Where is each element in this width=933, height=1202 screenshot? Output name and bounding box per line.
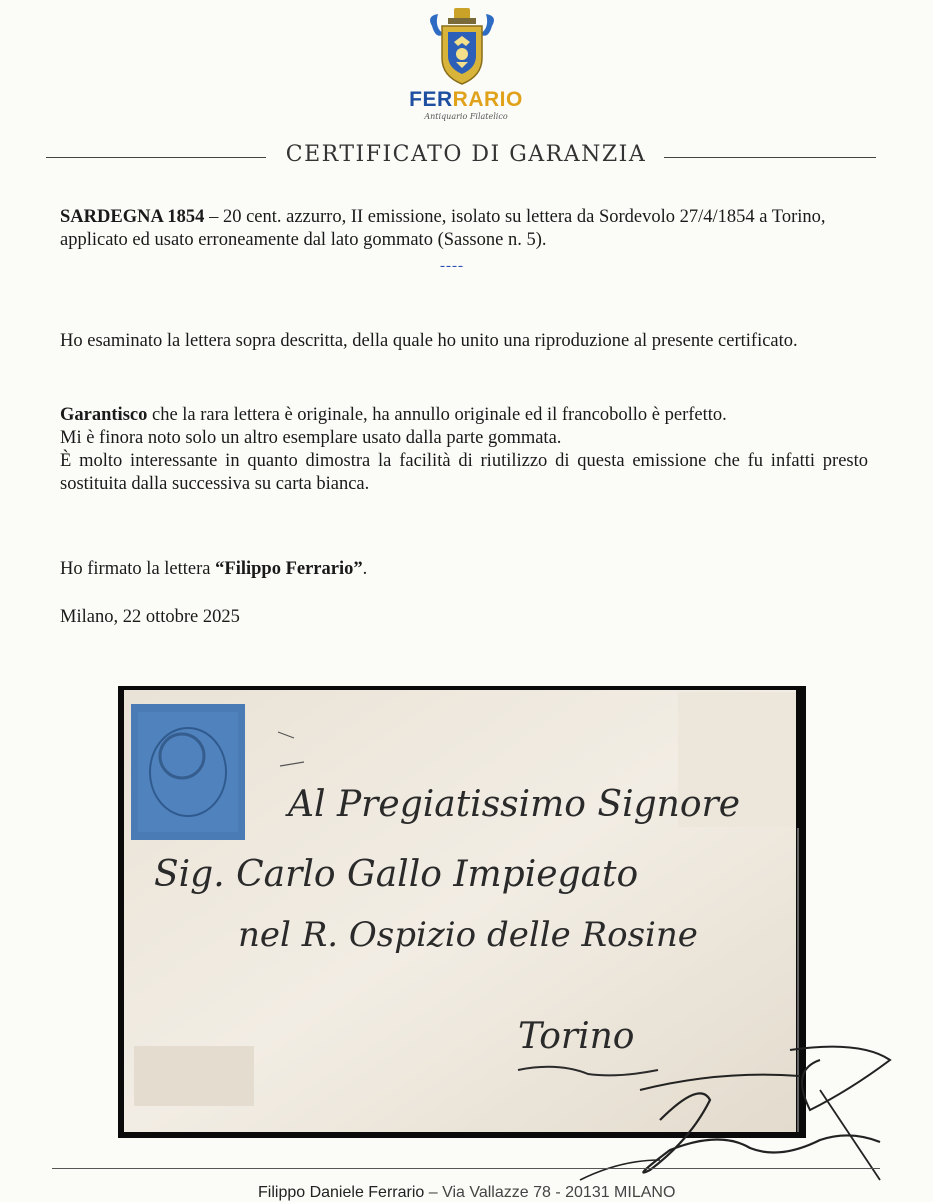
place-and-date: Milano, 22 ottobre 2025 <box>60 607 240 627</box>
title-rule-left <box>46 157 266 158</box>
footer-street: – Via Vallazze 78 - 20131 MILANO <box>424 1184 676 1201</box>
address-line-4: Torino <box>518 1016 635 1057</box>
guarantee-line-1: che la rara lettera è originale, ha annullo originale ed il francobollo è perfetto. <box>147 405 727 425</box>
separator-dashes: ---- <box>440 258 464 274</box>
brand-name: FERRARIO <box>409 88 523 111</box>
footer-address <box>258 1184 758 1202</box>
postage-stamp <box>131 704 245 840</box>
signer-name: “Filippo Ferrario” <box>215 559 363 579</box>
letter-photo <box>118 686 806 1138</box>
footer-name: Filippo Daniele Ferrario <box>258 1184 425 1201</box>
item-description <box>60 206 868 252</box>
paragraph-signature-note: Ho firmato la lettera “Filippo Ferrario”. <box>60 559 368 579</box>
address-line-1: Al Pregiatissimo Signore <box>288 784 741 825</box>
paragraph-examination: Ho esaminato la lettera sopra descritta, della quale ho unito una riproduzione al presente certificato. <box>60 331 798 351</box>
footer-rule <box>52 1168 880 1169</box>
guarantee-line-3: È molto interessante in quanto dimostra la facilità di riutilizzo di questa emissione che fu infatti presto sostituita dalla successiva su carta bianca. <box>60 451 868 494</box>
address-line-3: nel R. Ospizio delle Rosine <box>238 915 698 955</box>
coat-of-arms-logo <box>424 6 500 88</box>
title-rule-right <box>664 157 876 158</box>
brand-subtitle: Antiquario Filatelico <box>424 112 508 121</box>
certificate-title: CERTIFICATO DI GARANZIA <box>285 142 647 167</box>
address-line-2: Sig. Carlo Gallo Impiegato <box>154 854 639 895</box>
guarantee-keyword: Garantisco <box>60 405 148 425</box>
item-details: – 20 cent. azzurro, II emissione, isolato su lettera da Sordevolo 27/4/1854 a Torino, applicato ed usato erroneamente dal lato gommato (Sassone n. 5). <box>60 207 826 250</box>
item-title: SARDEGNA 1854 <box>60 207 205 227</box>
guarantee-line-2: Mi è finora noto solo un altro esemplare usato dalla parte gommata. <box>60 428 562 448</box>
paragraph-guarantee <box>60 404 868 496</box>
